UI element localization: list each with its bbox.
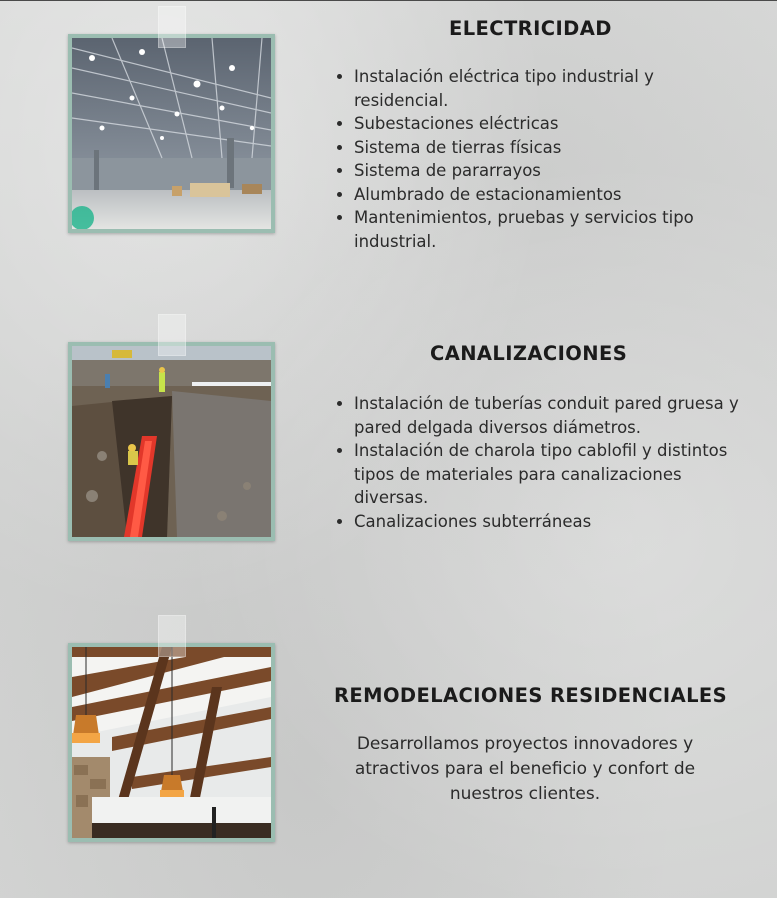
list-item: • Alumbrado de estacionamientos (354, 183, 744, 207)
section-title: REMODELACIONES RESIDENCIALES (334, 684, 728, 707)
photo-frame-electricidad (68, 34, 275, 233)
section-electricidad (0, 0, 777, 300)
list-item: • Instalación eléctrica tipo industrial y residencial. (354, 65, 744, 112)
section-title: ELECTRICIDAD (449, 17, 612, 40)
tape-decoration (158, 314, 186, 356)
list-item: • Canalizaciones subterráneas (354, 510, 749, 534)
list-item: • Instalación de tuberías conduit pared gruesa y pared delgada diversos diámetros. (354, 392, 749, 439)
list-item: • Instalación de charola tipo cablofil y distintos tipos de materiales para canalizaciones diversas. (354, 439, 749, 510)
service-list (335, 392, 749, 533)
list-item: • Mantenimientos, pruebas y servicios tipo industrial. (354, 206, 744, 253)
section-canalizaciones (0, 300, 777, 600)
list-item: • Sistema de pararrayos (354, 159, 744, 183)
photo-frame-remodelaciones (68, 643, 275, 842)
list-item: • Subestaciones eléctricas (354, 112, 744, 136)
section-remodelaciones (0, 600, 777, 898)
section-title: CANALIZACIONES (430, 342, 628, 365)
section-description: Desarrollamos proyectos innovadores y atractivos para el beneficio y confort de nuestros clientes. (354, 734, 696, 804)
tape-decoration (158, 615, 186, 657)
service-list (335, 65, 744, 253)
trench-conduit-photo (72, 346, 271, 537)
photo-frame-canalizaciones (68, 342, 275, 541)
warehouse-interior-photo (72, 38, 271, 229)
list-item: • Sistema de tierras físicas (354, 136, 744, 160)
tape-decoration (158, 6, 186, 48)
wood-beam-ceiling-photo (72, 647, 271, 838)
